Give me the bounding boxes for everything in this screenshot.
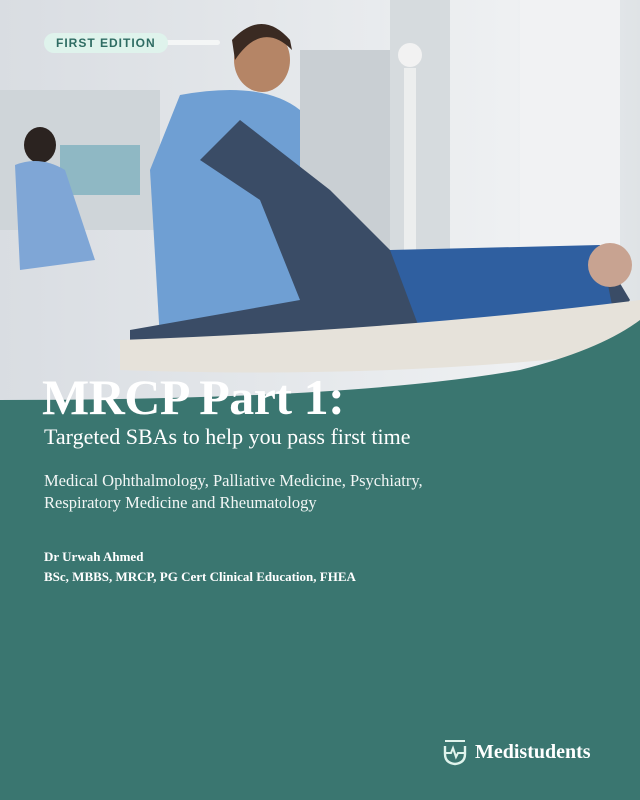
publisher-name: Medistudents xyxy=(475,740,591,763)
author xyxy=(44,547,356,587)
book-title: MRCP Part 1: xyxy=(42,369,345,425)
book-subtitle: Targeted SBAs to help you pass first time xyxy=(44,424,411,449)
topics xyxy=(44,470,564,514)
edition-badge: FIRST EDITION xyxy=(44,33,168,53)
topics-line: Respiratory Medicine and Rheumatology xyxy=(44,493,317,512)
publisher-logo xyxy=(443,738,591,766)
author-credentials: BSc, MBBS, MRCP, PG Cert Clinical Education, FHEA xyxy=(44,569,356,584)
topics-line: Medical Ophthalmology, Palliative Medicine, Psychiatry, xyxy=(44,471,423,490)
author-name: Dr Urwah Ahmed xyxy=(44,549,144,564)
shield-heartbeat-icon xyxy=(443,738,467,766)
